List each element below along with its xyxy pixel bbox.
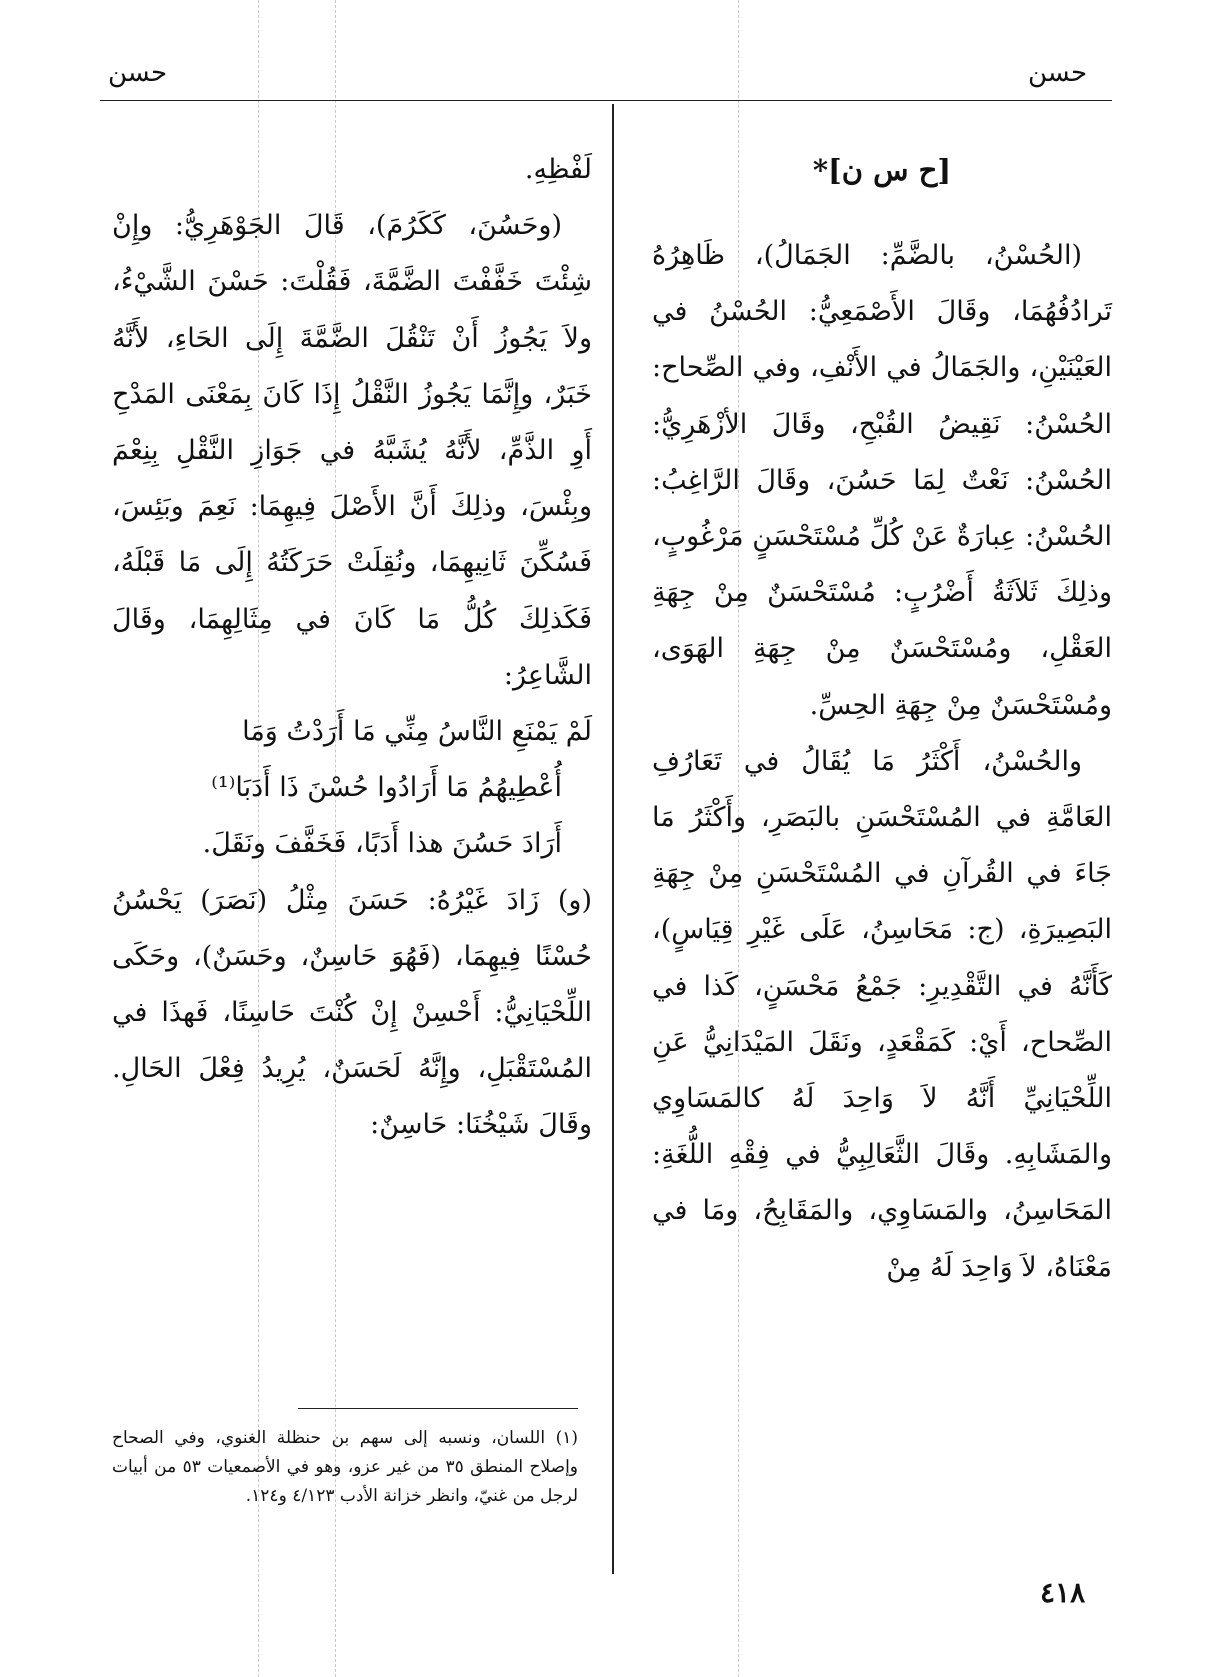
running-header-right: حسن <box>1028 58 1088 88</box>
entry-paragraph: (و) زَادَ غَيْرُهُ: حَسَنَ مِثْلُ (نَصَرَ) يَحْسُنُ حُسْنًا فِيهِمَا، (فَهُوَ حَاسِنٌ، وحَسَنٌ)، وحَكَى اللِّحْيَانِيُّ: أَحْسِنْ إِنْ كُنْتَ حَاسِنًا، فَهذَا في المُسْتَقْبَلِ، وإِنَّهُ لَحَسَنٌ، يُرِيدُ فِعْلَ الحَالِ. وقَالَ شَيْخُنَا: حَاسِنٌ: <box>112 884 592 1141</box>
entry-paragraph: لَفْظِهِ. <box>524 154 592 185</box>
entry-paragraph: (الحُسْنُ، بالضَّمِّ: الجَمَالُ)، ظَاهِرُهُ تَرادُفُهُمَا، وقَالَ الأَصْمَعِيُّ: الحُسْنُ في العَيْنَيْنِ، والجَمَالُ في الأَنْفِ، وفي الصِّحاح: الحُسْنُ: نَقِيضُ القُبْحِ، وقَالَ الأزْهَرِيُّ: الحُسْنُ: نَعْتٌ لِمَا حَسُنَ، وقَالَ الرَّاغِبُ: الحُسْنُ: عِبارَةٌ عَنْ كُلِّ مُسْتَحْسَنٍ مَرْغُوبٍ، وذلِكَ ثَلاَثَةُ أَضْرُبٍ: مُسْتَحْسَنٌ مِنْ جِهَةِ العَقْلِ، ومُسْتَحْسَنٌ مِنْ جِهَةِ الهَوَى، ومُسْتَحْسَنٌ مِنْ جِهَةِ الحِسِّ. <box>652 240 1112 721</box>
header-rule <box>100 100 1112 101</box>
footnote: (١) اللسان، ونسبه إلى سهم بن حنظلة الغنوي، وفي الصحاح وإصلاح المنطق ٣٥ من غير عزو، وهو في الأصمعيات ٥٣ من أبيات لرجل من غنيّ، وانظر خزانة الأدب ٤/١٢٣ و١٢٤. <box>112 1428 579 1506</box>
right-column <box>652 142 1112 1296</box>
footnote-rule <box>298 1408 578 1409</box>
verse-line: لَمْ يَمْنَعِ النَّاسُ مِنِّي مَا أَرَدْتُ وَمَا <box>242 716 592 748</box>
entry-paragraph: والحُسْنُ، أَكْثَرُ مَا يُقَالُ في تَعَارُفِ العَامَّةِ في المُسْتَحْسَنِ بالبَصَرِ، وأَكْثَرُ مَا جَاءَ في القُرآنِ في المُسْتَحْسَنِ مِنْ جِهَةِ البَصِيرَةِ، (ج: مَحَاسِنُ، عَلَى غَيْرِ قِيَاسٍ)، كَأَنَّهُ في التَّقْدِيرِ: جَمْعُ مَحْسَنٍ، كَذا في الصِّحاح، أَيْ: كَمَقْعَدٍ، ونَقَلَ المَيْدَانِيُّ عَنِ اللِّحْيَانِيِّ أَنَّهُ لاَ وَاحِدَ لَهُ كالمَسَاوِي والمَشَابِهِ. وقَالَ الثَّعَالِبِيُّ في فِقْهِ اللُّغَةِ: المَحَاسِنُ، والمَسَاوِي، والمَقَابِحُ، ومَا في مَعْنَاهُ، لاَ وَاحِدَ لَهُ مِنْ <box>652 745 1112 1283</box>
entry-title: [ح س ن]* <box>812 153 952 187</box>
entry-paragraph: أَرَادَ حَسُنَ هذا أَدَبًا، فَخَفَّفَ ونَقَلَ. <box>202 828 562 860</box>
entry-paragraph: (وحَسُنَ، كَكَرُمَ)، قَالَ الجَوْهَرِيُّ: وإِنْ شِئْتَ خَفَّفْتَ الضَّمَّةَ، فَقُلْتَ: حَسْنَ الشَّيْءُ، ولاَ يَجُوزُ أَنْ تَنْقُلَ الضَّمَّةَ إِلَى الحَاءِ، لأَنَّهُ خَبَرٌ، وإِنَّمَا يَجُوزُ النَّقْلُ إِذَا كَانَ بِمَعْنَى المَدْحِ أَوِ الذَّمِّ، لأَنَّهُ يُشَبَّهُ في جَوَازِ النَّقْلِ بِنِعْمَ وبِئْسَ، وذلِكَ أَنَّ الأَصْلَ فِيهِمَا: نَعِمَ وبَئِسَ، فَسُكِّنَ ثَانِيهِمَا، ونُقِلَتْ حَرَكَتُهُ إِلَى مَا قَبْلَهُ، فَكَذلِكَ كُلُّ مَا كَانَ في مِثَالِهِمَا، وقَالَ الشَّاعِرُ: <box>112 210 592 691</box>
running-header-left: حسن <box>108 58 168 88</box>
column-divider <box>612 104 614 1574</box>
left-column <box>112 142 592 1154</box>
page-number: ٤١٨ <box>1040 1576 1086 1609</box>
verse-line: أُعْطِيهُمُ مَا أَرَادُوا حُسْنَ ذَا أَدَبَا⁽¹⁾ <box>211 772 562 804</box>
